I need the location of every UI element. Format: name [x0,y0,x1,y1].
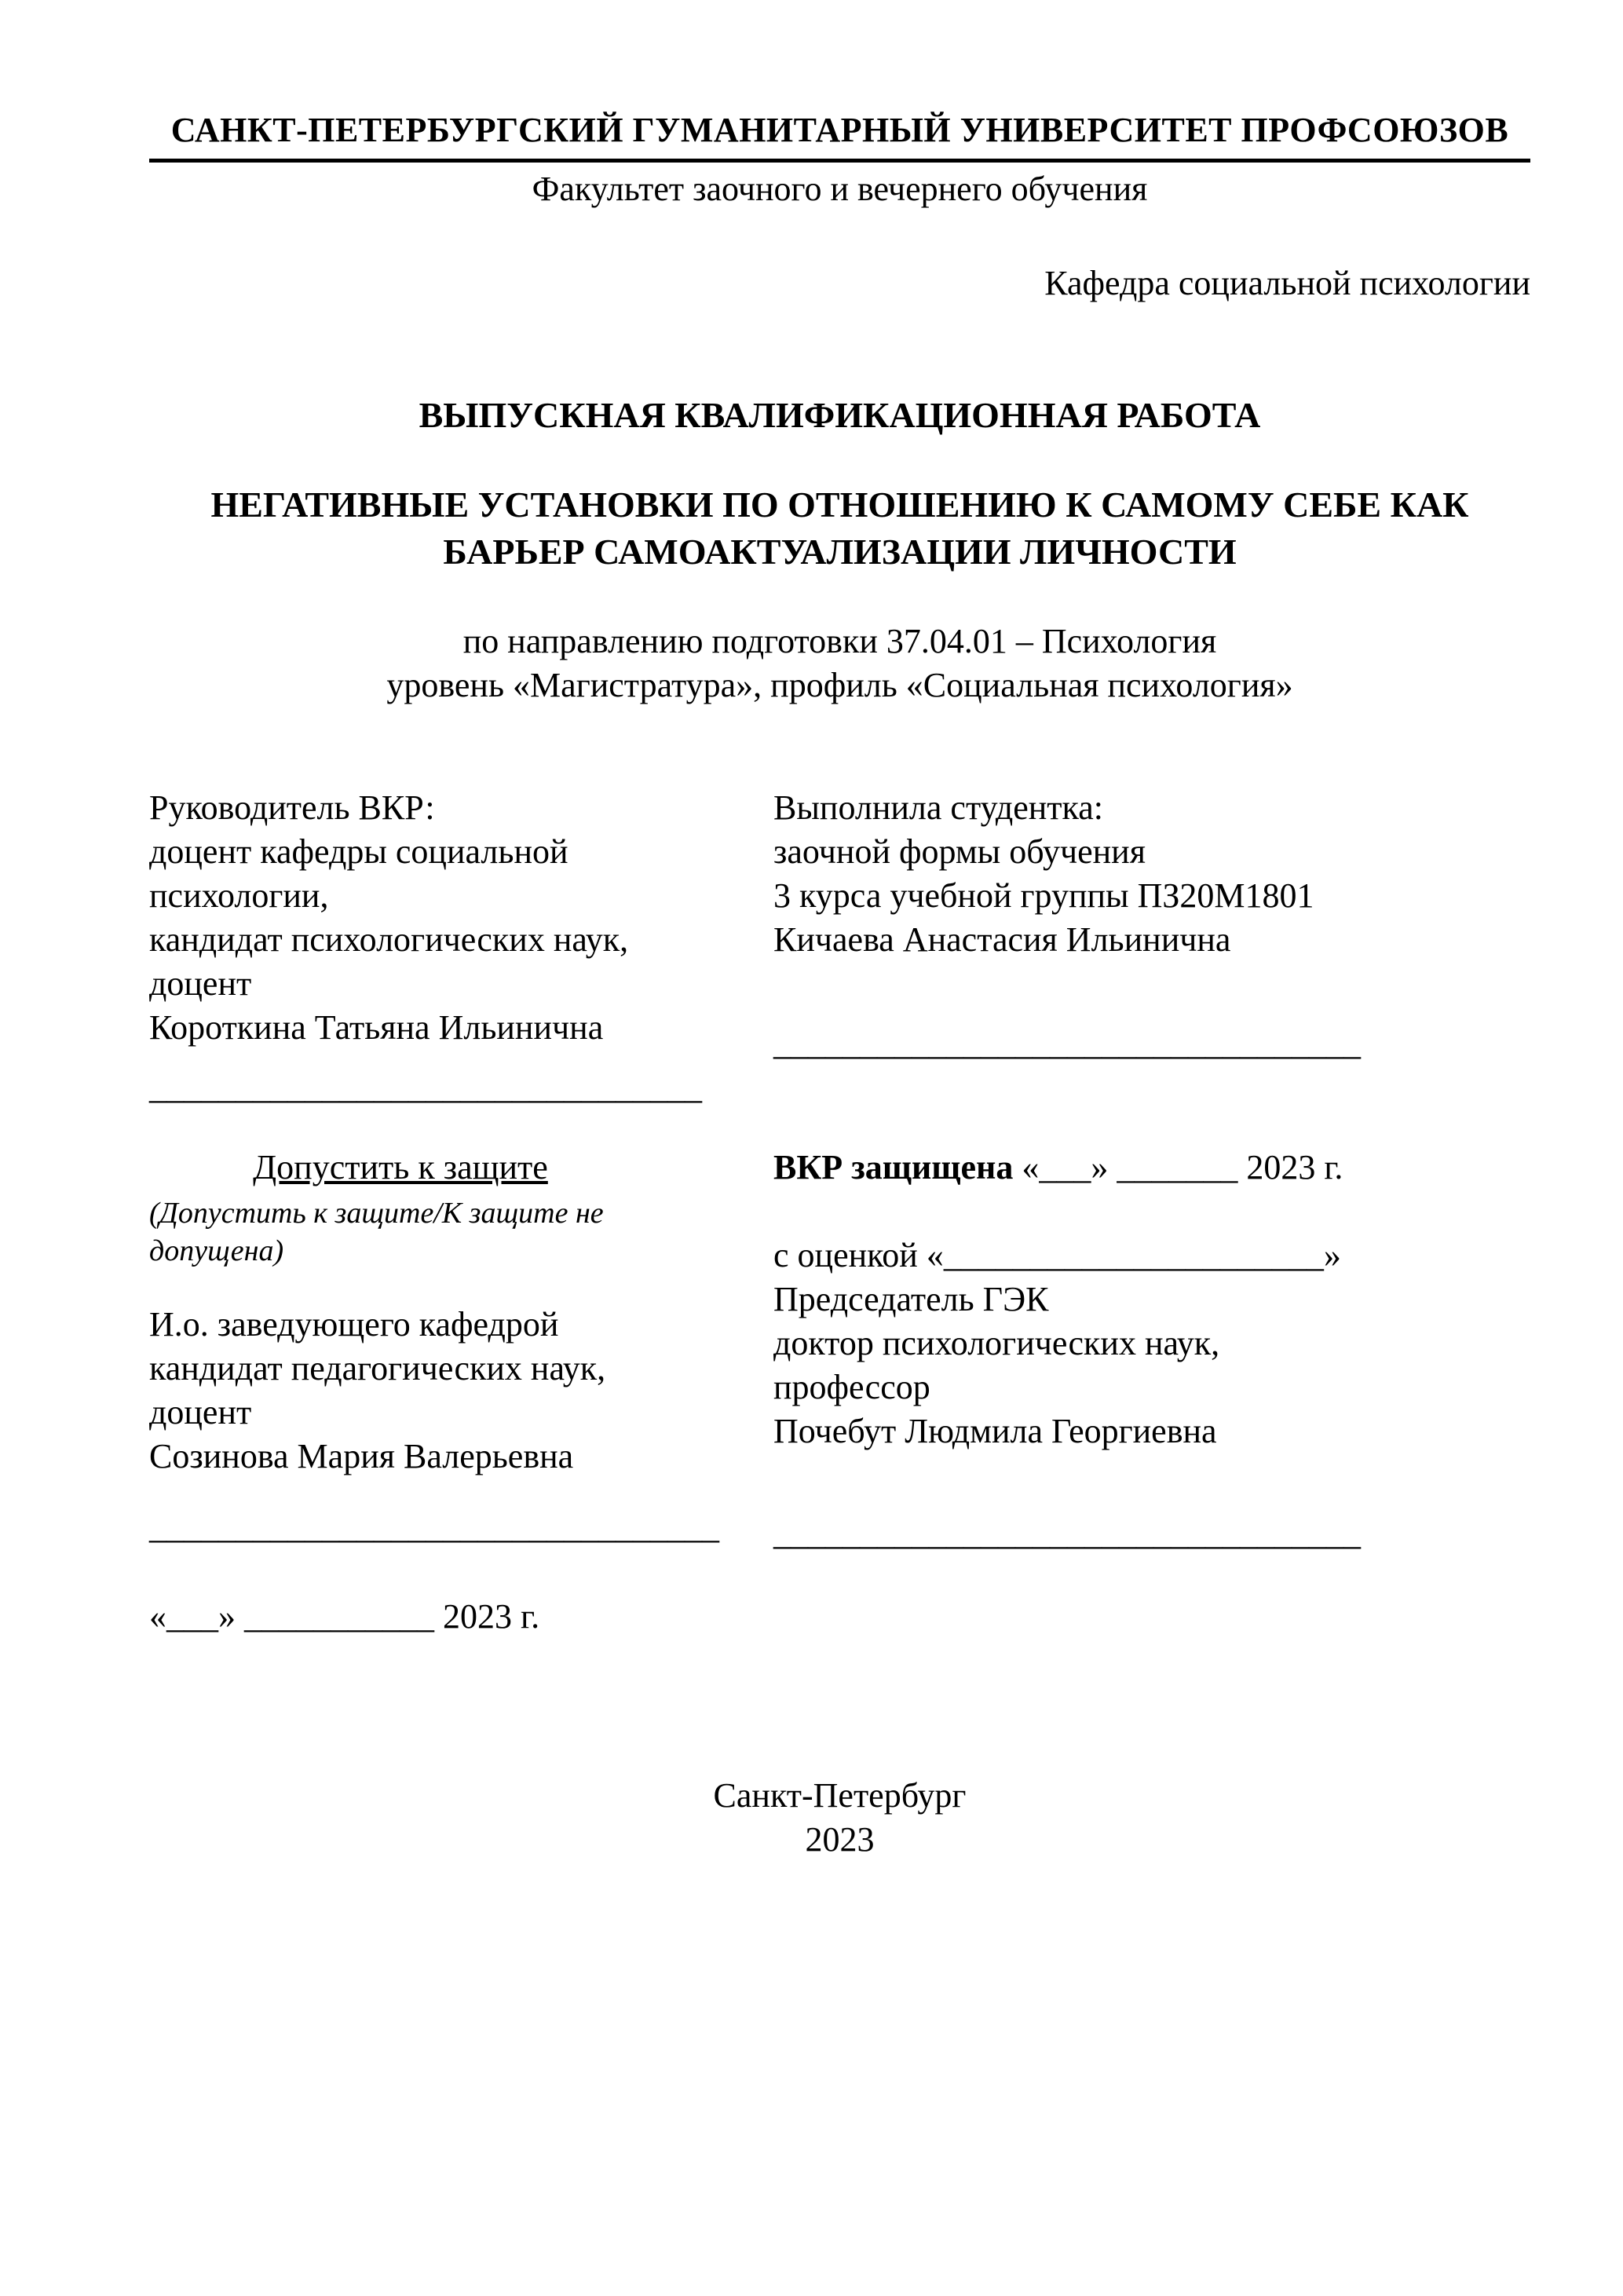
defense-heading-bold: ВКР защищена [773,1148,1014,1186]
admission-officer-position: И.о. заведующего кафедрой [149,1305,559,1344]
thesis-title-line1: НЕГАТИВНЫЕ УСТАНОВКИ ПО ОТНОШЕНИЮ К САМОМУ СЕБЕ КАК [210,484,1469,525]
defense-heading-line [773,1146,1530,1190]
admission-heading: Допустить к защите [253,1148,548,1186]
student-name: Кичаева Анастасия Ильинична [773,920,1231,959]
committee-chair-name: Почебут Людмила Георгиевна [773,1412,1217,1450]
supervisor-block [149,786,773,1110]
supervisor-degree: кандидат психологических наук, [149,920,629,959]
admission-officer-name: Созинова Мария Валерьевна [149,1437,574,1475]
admission-officer-rank: доцент [149,1393,252,1431]
defense-signature-line: __________________________________ [773,1514,1361,1552]
people-row [149,786,1530,1110]
faculty-line: Факультет заочного и вечернего обучения [532,170,1148,208]
thesis-title-line2: БАРЬЕР САМОАКТУАЛИЗАЦИИ ЛИЧНОСТИ [443,532,1237,572]
supervisor-role-label: Руководитель ВКР: [149,788,435,827]
defense-block [773,1146,1530,1556]
program-info [149,620,1530,707]
admission-date-line: «___» ___________ 2023 г. [149,1597,540,1636]
footer-year: 2023 [805,1820,875,1859]
program-level: уровень «Магистратура», профиль «Социальная психология» [386,666,1293,704]
committee-chair-rank: профессор [773,1368,930,1406]
program-direction: по направлению подготовки 37.04.01 – Психология [462,622,1217,660]
footer-city: Санкт-Петербург [713,1776,967,1815]
admission-signature-line: _________________________________ [149,1508,719,1546]
approval-row [149,1146,1530,1639]
admission-officer-degree: кандидат педагогических наук, [149,1349,606,1387]
admission-officer [149,1303,773,1479]
defense-heading-rest: «___» _______ 2023 г. [1022,1148,1343,1186]
student-study-form: заочной формы обучения [773,832,1146,871]
supervisor-position-line1: доцент кафедры социальной [149,832,568,871]
admission-note: (Допустить к защите/К защите не допущена) [149,1197,604,1267]
student-group: 3 курса учебной группы ПЗ20М1801 [773,876,1314,915]
supervisor-name: Короткина Татьяна Ильинична [149,1008,604,1047]
supervisor-rank: доцент [149,964,252,1003]
footer [149,1774,1530,1862]
supervisor-position-line2: психологии, [149,876,329,915]
work-type-heading: ВЫПУСКНАЯ КВАЛИФИКАЦИОННАЯ РАБОТА [419,395,1261,435]
university-header: САНКТ-ПЕТЕРБУРГСКИЙ ГУМАНИТАРНЫЙ УНИВЕРСИТЕТ ПРОФСОЮЗОВ [149,108,1530,163]
student-block [773,786,1530,1066]
admission-block [149,1146,773,1639]
department-line: Кафедра социальной психологии [1044,264,1530,302]
thesis-title [101,481,1579,576]
defense-grade-line: с оценкой «______________________» [773,1236,1341,1274]
student-role-label: Выполнила студентка: [773,788,1103,827]
committee-chair-degree: доктор психологических наук, [773,1324,1220,1362]
student-signature-line: __________________________________ [773,1024,1361,1062]
supervisor-signature-line: ________________________________ [149,1068,702,1106]
committee-chair-title: Председатель ГЭК [773,1280,1049,1318]
